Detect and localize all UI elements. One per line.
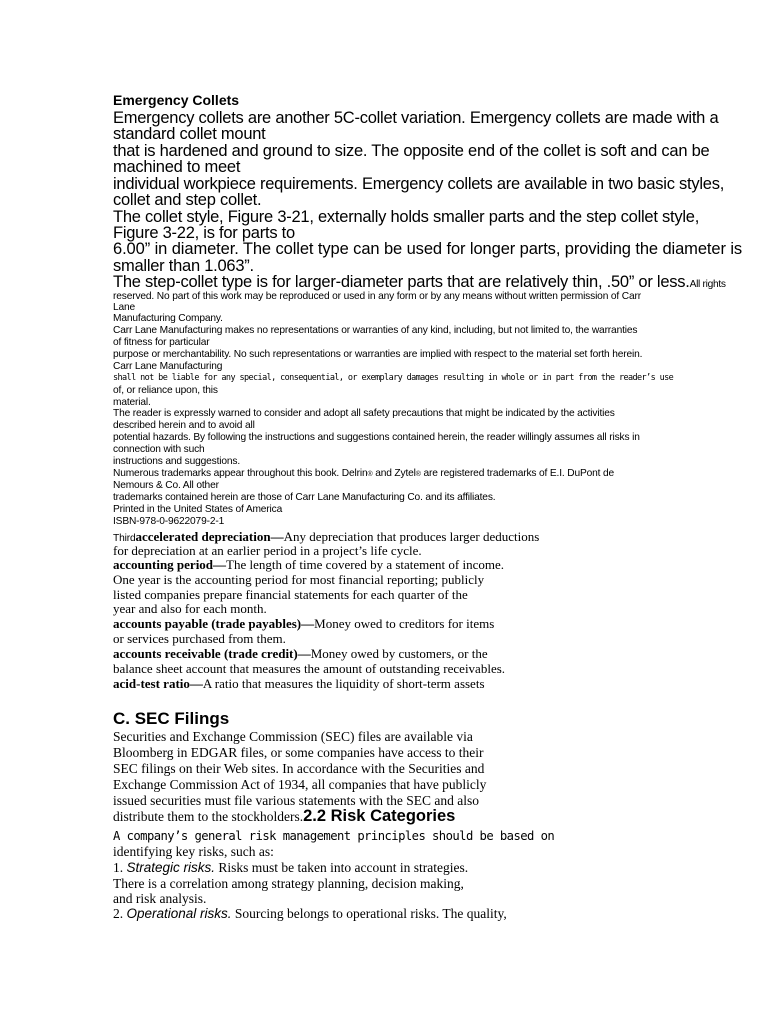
trademark-part: Numerous trademarks appear throughout this book. Delrin — [113, 468, 368, 479]
glossary-term: accounts receivable (trade credit)— — [113, 646, 311, 661]
glossary-def: Money owed to creditors for items — [314, 616, 495, 631]
legal-line: potential hazards. By following the instructions and suggestions contained herein, the reader willingly assumes all risks in — [113, 432, 640, 443]
glossary-line: One year is the accounting period for most financial reporting; publicly — [113, 572, 485, 587]
risk-item-operational — [113, 906, 507, 922]
collets-line: Figure 3-22, is for parts to — [113, 224, 295, 242]
collets-line: that is hardened and ground to size. The opposite end of the collet is soft and can be — [113, 142, 710, 160]
sec-last-line — [113, 807, 455, 826]
legal-line: Manufacturing Company. — [113, 313, 223, 324]
registered-mark: ® — [415, 471, 421, 478]
glossary-accounting-period — [113, 557, 504, 573]
glossary-line: listed companies prepare financial statements for each quarter of the — [113, 587, 468, 602]
legal-line: trademarks contained herein are those of Carr Lane Manufacturing Co. and its affiliates. — [113, 492, 496, 503]
sec-line: Securities and Exchange Commission (SEC) files are available via — [113, 729, 473, 744]
legal-line: of, or reliance upon, this — [113, 385, 218, 396]
collets-line: individual workpiece requirements. Emergency collets are available in two basic styles, — [113, 175, 725, 193]
risk-item-term: Strategic risks. — [126, 860, 216, 875]
glossary-line: for depreciation at an earlier period in a project’s life cycle. — [113, 543, 422, 558]
sec-line: Exchange Commission Act of 1934, all companies that have publicly — [113, 777, 487, 792]
risk-intro: A company’s general risk management principles should be based on — [113, 829, 555, 843]
legal-line: Printed in the United States of America — [113, 504, 283, 515]
collets-step-part: diameter parts that are relatively thin, .50” or less. — [340, 273, 690, 291]
collets-line: collet and step collet. — [113, 191, 262, 209]
collets-step-part: The step-collet type is for larger- — [113, 273, 341, 291]
risk-item-term: Operational risks. — [126, 906, 232, 921]
collets-line: machined to meet — [113, 158, 241, 176]
risk-item-text: Risks must be taken into account in strategies. — [215, 860, 469, 875]
risk-item-number: 2. — [113, 906, 127, 921]
sec-line: issued securities must file various statements with the SEC and also — [113, 793, 479, 808]
glossary-third: Third — [113, 533, 136, 544]
sec-line: Bloomberg in EDGAR files, or some companies have access to their — [113, 745, 484, 760]
legal-line: material. — [113, 397, 151, 408]
registered-mark: ® — [367, 471, 373, 478]
glossary-accounts-payable — [113, 616, 494, 632]
glossary-def: The length of time covered by a statement of income. — [226, 557, 505, 572]
legal-line: Lane — [113, 302, 136, 313]
risk-item-text: Sourcing belongs to operational risks. The quality, — [231, 906, 507, 921]
legal-liability: shall not be liable for any special, consequential, or exemplary damages resulting in whole or in part from the reader’s use — [113, 373, 674, 383]
glossary-line: balance sheet account that measures the amount of outstanding receivables. — [113, 661, 506, 676]
glossary-term: accounting period— — [113, 557, 227, 572]
legal-line: Carr Lane Manufacturing — [113, 361, 223, 372]
collets-heading: Emergency Collets — [113, 92, 240, 108]
collets-line: The collet style, Figure 3-21, externally holds smaller parts and the step collet style, — [113, 208, 700, 226]
glossary-accounts-receivable — [113, 646, 488, 662]
glossary-def: Money owed by customers, or the — [310, 646, 488, 661]
trademark-part: are registered trademarks of E.I. DuPont de — [420, 468, 615, 479]
collets-line: Emergency collets are another 5C-collet variation. Emergency collets are made with a — [113, 109, 719, 127]
glossary-term: acid-test ratio— — [113, 676, 203, 691]
collets-step-line — [113, 273, 726, 292]
collets-line: standard collet mount — [113, 125, 266, 143]
risk-intro-line: identifying key risks, such as: — [113, 844, 274, 859]
legal-line: reserved. No part of this work may be reproduced or used in any form or by any means without written permission of Carr — [113, 291, 641, 302]
risk-line: and risk analysis. — [113, 891, 207, 906]
legal-start: All rights — [689, 279, 726, 290]
collets-line: smaller than 1.063”. — [113, 257, 254, 275]
legal-line: of fitness for particular — [113, 337, 210, 348]
glossary-line: year and also for each month. — [113, 601, 267, 616]
glossary-line: or services purchased from them. — [113, 631, 286, 646]
glossary-acid-test — [113, 676, 485, 692]
glossary-term: accounts payable (trade payables)— — [113, 616, 315, 631]
glossary-def: A ratio that measures the liquidity of short-term assets — [202, 676, 485, 691]
legal-line: instructions and suggestions. — [113, 456, 241, 467]
glossary-term: accelerated depreciation— — [135, 529, 284, 544]
risk-heading: 2.2 Risk Categories — [303, 807, 456, 825]
isbn: ISBN-978-0-9622079-2-1 — [113, 516, 225, 527]
legal-line: purpose or merchantability. No such representations or warranties are implied with respect to the material set forth herein. — [113, 349, 643, 360]
legal-line: The reader is expressly warned to consider and adopt all safety precautions that might be indicated by the activities — [113, 408, 615, 419]
legal-trademark-line — [113, 468, 614, 479]
legal-line: Nemours & Co. All other — [113, 480, 219, 491]
risk-item-strategic — [113, 860, 468, 876]
glossary-def: Any depreciation that produces larger deductions — [283, 529, 540, 544]
legal-line: described herein and to avoid all — [113, 420, 255, 431]
collets-line: 6.00” in diameter. The collet type can be used for longer parts, providing the diameter is — [113, 240, 743, 258]
sec-heading: C. SEC Filings — [113, 709, 230, 728]
risk-item-number: 1. — [113, 860, 127, 875]
trademark-part: and Zytel — [372, 468, 416, 479]
risk-line: There is a correlation among strategy planning, decision making, — [113, 876, 464, 891]
legal-line: connection with such — [113, 444, 205, 455]
sec-line: SEC filings on their Web sites. In accordance with the Securities and — [113, 761, 485, 776]
legal-line: Carr Lane Manufacturing makes no representations or warranties of any kind, including, but not limited to, the warranties — [113, 325, 638, 336]
sec-line: distribute them to the stockholders. — [113, 809, 304, 824]
